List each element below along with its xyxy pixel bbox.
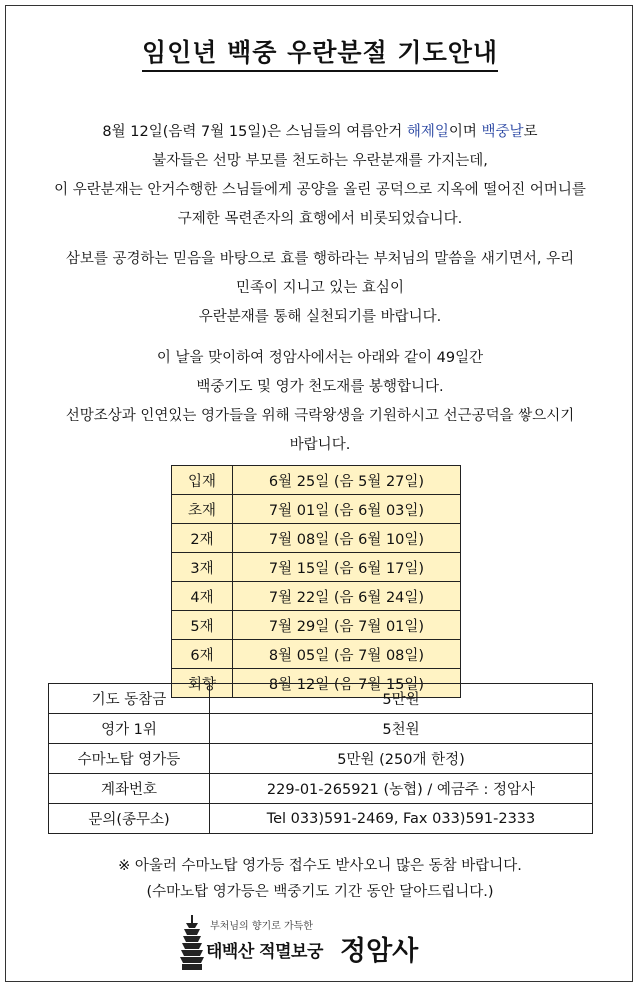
info-row <box>49 684 593 714</box>
lantern-notice-detail: (수마노탑 영가등은 백중기도 기간 동안 달아드립니다.) <box>146 884 494 900</box>
intro-paragraph <box>14 118 626 234</box>
schedule-table <box>171 465 461 698</box>
intro-line-4: 구제한 목련존자의 효행에서 비롯되었습니다. <box>177 211 463 227</box>
info-row <box>49 774 593 804</box>
info-label: 계좌번호 <box>49 774 210 804</box>
intro-text-a: 8월 12일(음력 7월 15일)은 스님들의 여름안거 <box>102 124 407 140</box>
schedule-date: 7월 22일 (음 6월 24일) <box>233 582 461 611</box>
schedule-row <box>172 582 461 611</box>
schedule-label: 2재 <box>172 524 233 553</box>
intro-text-c: 로 <box>523 124 538 140</box>
ceremony-paragraph <box>14 344 626 460</box>
info-value: Tel 033)591-2469, Fax 033)591-2333 <box>210 804 593 834</box>
info-row <box>49 804 593 834</box>
schedule-date: 7월 15일 (음 6월 17일) <box>233 553 461 582</box>
schedule-date: 8월 05일 (음 7월 08일) <box>233 640 461 669</box>
para3-line-2: 백중기도 및 영가 천도재를 봉행합니다. <box>196 379 444 395</box>
schedule-row <box>172 553 461 582</box>
para3-line-4: 바랍니다. <box>289 437 351 453</box>
schedule-label: 3재 <box>172 553 233 582</box>
title-text: 임인년 백중 우란분절 기도안내 <box>142 38 498 72</box>
schedule-date: 8월 12일 (음 7월 15일) <box>233 669 461 698</box>
pagoda-icon <box>180 915 204 971</box>
info-row <box>49 714 593 744</box>
schedule-row <box>172 495 461 524</box>
filial-paragraph <box>14 245 626 332</box>
info-value: 5만원 <box>210 684 593 714</box>
schedule-label: 회향 <box>172 669 233 698</box>
info-value: 229-01-265921 (농협) / 예금주 : 정암사 <box>210 774 593 804</box>
footer-slogan: 부처님의 향기로 가득한 <box>210 921 313 932</box>
page-title <box>0 33 640 69</box>
schedule-label: 초재 <box>172 495 233 524</box>
intro-text-b: 이며 <box>448 124 482 140</box>
info-label: 영가 1위 <box>49 714 210 744</box>
temple-name: 정암사 <box>340 936 419 967</box>
info-value: 5만원 (250개 한정) <box>210 744 593 774</box>
info-label: 문의(종무소) <box>49 804 210 834</box>
schedule-label: 입재 <box>172 466 233 495</box>
schedule-date: 7월 29일 (음 7월 01일) <box>233 611 461 640</box>
schedule-label: 5재 <box>172 611 233 640</box>
schedule-label: 6재 <box>172 640 233 669</box>
info-label: 수마노탑 영가등 <box>49 744 210 774</box>
info-row <box>49 744 593 774</box>
schedule-date: 7월 01일 (음 6월 03일) <box>233 495 461 524</box>
info-label: 기도 동참금 <box>49 684 210 714</box>
info-value: 5천원 <box>210 714 593 744</box>
lantern-notice: ※ 아울러 수마노탑 영가등 접수도 받사오니 많은 동참 바랍니다. <box>118 858 522 874</box>
schedule-date: 7월 08일 (음 6월 10일) <box>233 524 461 553</box>
mountain-name: 태백산 적멸보궁 <box>206 942 323 962</box>
temple-logo <box>180 915 480 975</box>
haejeil-highlight: 해제일 <box>406 124 449 140</box>
schedule-row <box>172 466 461 495</box>
intro-line-2: 불자들은 선망 부모를 천도하는 우란분재를 가지는데, <box>152 153 488 169</box>
schedule-row <box>172 611 461 640</box>
para3-line-1: 이 날을 맞이하여 정암사에서는 아래와 같이 49일간 <box>156 350 484 366</box>
schedule-date: 6월 25일 (음 5월 27일) <box>233 466 461 495</box>
intro-line-1 <box>14 118 626 147</box>
para3-line-3: 선망조상과 인연있는 영가들을 위해 극락왕생을 기원하시고 선근공덕을 쌓으시기 <box>65 408 575 424</box>
info-table <box>48 683 593 834</box>
para2-line-3: 우란분재를 통해 실천되기를 바랍니다. <box>198 309 442 325</box>
para2-line-2: 민족이 지니고 있는 효심이 <box>236 280 404 296</box>
para2-line-1: 삼보를 공경하는 믿음을 바탕으로 효를 행하라는 부처님의 말씀을 새기면서, 우리 <box>65 251 575 267</box>
schedule-row <box>172 524 461 553</box>
baekjungnal-highlight: 백중날 <box>481 124 524 140</box>
intro-line-3: 이 우란분재는 안거수행한 스님들에게 공양을 올린 공덕으로 지옥에 떨어진 어머니를 <box>54 182 586 198</box>
schedule-label: 4재 <box>172 582 233 611</box>
schedule-row <box>172 640 461 669</box>
